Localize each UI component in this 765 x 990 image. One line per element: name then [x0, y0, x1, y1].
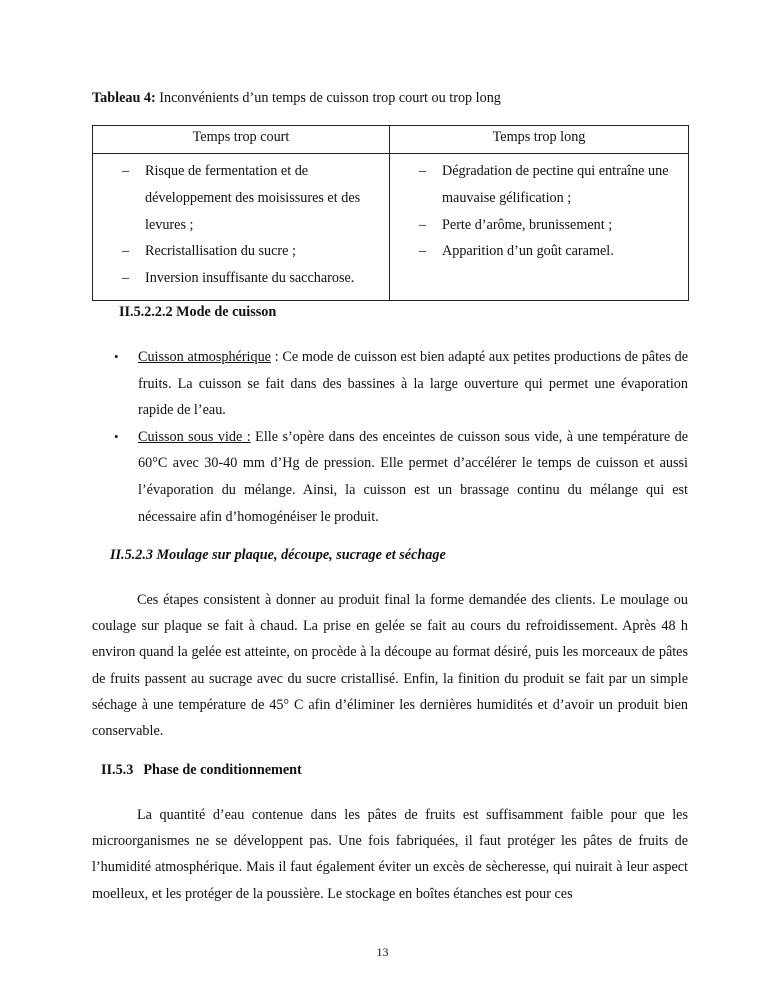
list-item — [101, 158, 381, 238]
short-time-cell — [93, 154, 390, 301]
header-short-time: Temps trop court — [93, 126, 390, 154]
dash-marker: – — [419, 243, 427, 260]
table-caption-text: Inconvénients d’un temps de cuisson trop court ou trop long — [155, 90, 501, 106]
dash-marker: – — [419, 216, 427, 233]
dash-marker: – — [122, 270, 130, 287]
paragraph-moulage: Ces étapes consistent à donner au produit final la forme demandée des clients. Le moulage ou coulage sur plaque se fait à chaud. La prise en gelée se fait au cours du refroidissement. Après 48 h environ quand la gelée est atteinte, on procède à la découpe au format désiré, puis les morceaux de pâtes de fruits passent au sucrage avec du sucre cristallisé. Enfin, la finition du produit se fait par un simple séchage à une température de 45° C afin d’éliminer les dernières humidités et d’avoir un produit bien conservable. — [92, 592, 688, 740]
drawbacks-table — [92, 125, 689, 301]
bullet-icon: • — [114, 428, 119, 444]
bullet-item-atmospheric — [112, 344, 688, 424]
list-item-text: Apparition d’un goût caramel. — [442, 243, 614, 260]
heading-conditionnement — [101, 762, 302, 779]
cooking-mode-list — [112, 344, 688, 530]
long-time-list — [398, 158, 680, 265]
list-item — [101, 265, 381, 292]
heading-moulage: II.5.2.3 Moulage sur plaque, découpe, sucrage et séchage — [110, 547, 446, 563]
page-number: 13 — [376, 945, 389, 959]
list-item — [398, 158, 680, 212]
heading-mode-cuisson: II.5.2.2.2 Mode de cuisson — [119, 304, 277, 320]
table-caption — [92, 90, 692, 107]
term-atmospheric: Cuisson atmosphérique — [138, 349, 271, 365]
list-item-text: Risque de fermentation et de développement des moisissures et des levures ; — [145, 163, 361, 233]
dash-marker: – — [122, 243, 130, 260]
term-vacuum: Cuisson sous vide : — [138, 428, 251, 445]
dash-marker: – — [419, 163, 427, 179]
heading-number: II.5.3 — [101, 762, 134, 778]
bullet-item-vacuum — [112, 424, 688, 530]
table-header-row — [93, 126, 689, 154]
table-body-row — [93, 154, 689, 301]
list-item-text: Recristallisation du sucre ; — [145, 243, 296, 260]
header-long-time: Temps trop long — [390, 126, 689, 154]
list-item-text: Inversion insuffisante du saccharose. — [145, 270, 355, 287]
list-item — [101, 238, 381, 265]
list-item — [398, 238, 680, 265]
text-atmospheric: : Ce mode de cuisson est bien adapté aux petites productions de pâtes de fruits. La cuisson se fait dans des bassines à la large ouverture qui permet une évaporation rapide de l’eau. — [138, 349, 688, 419]
long-time-cell — [390, 154, 689, 301]
list-item-text: Perte d’arôme, brunissement ; — [442, 216, 613, 233]
list-item — [398, 212, 680, 239]
heading-title: Phase de conditionnement — [143, 762, 302, 778]
short-time-list — [101, 158, 381, 292]
dash-marker: – — [122, 163, 130, 179]
table-caption-label: Tableau 4: — [92, 90, 156, 106]
paragraph-conditionnement: La quantité d’eau contenue dans les pâtes de fruits est suffisamment faible pour que les microorganismes ne se développent pas. Une fois fabriquées, il faut protéger les pâtes de fruits de l’humidité atmosphérique. Mais il faut également éviter un excès de sècheresse, qui nuirait à leur aspect moelleux, et les protéger de la poussière. Le stockage en boîtes étanches est pour ces — [92, 807, 688, 902]
bullet-icon: • — [114, 349, 119, 364]
text-vacuum: Elle s’opère dans des enceintes de cuisson sous vide, à une température de 60°C avec 30-40 mm d’Hg de pression. Elle permet d’accélérer le temps de cuisson et aussi l’évaporation du mélange. Ainsi, la cuisson est un brassage continu du mélange qui est nécessaire afin d’homogénéiser le produit. — [138, 428, 689, 525]
list-item-text: Dégradation de pectine qui entraîne une mauvaise gélification ; — [442, 163, 669, 206]
